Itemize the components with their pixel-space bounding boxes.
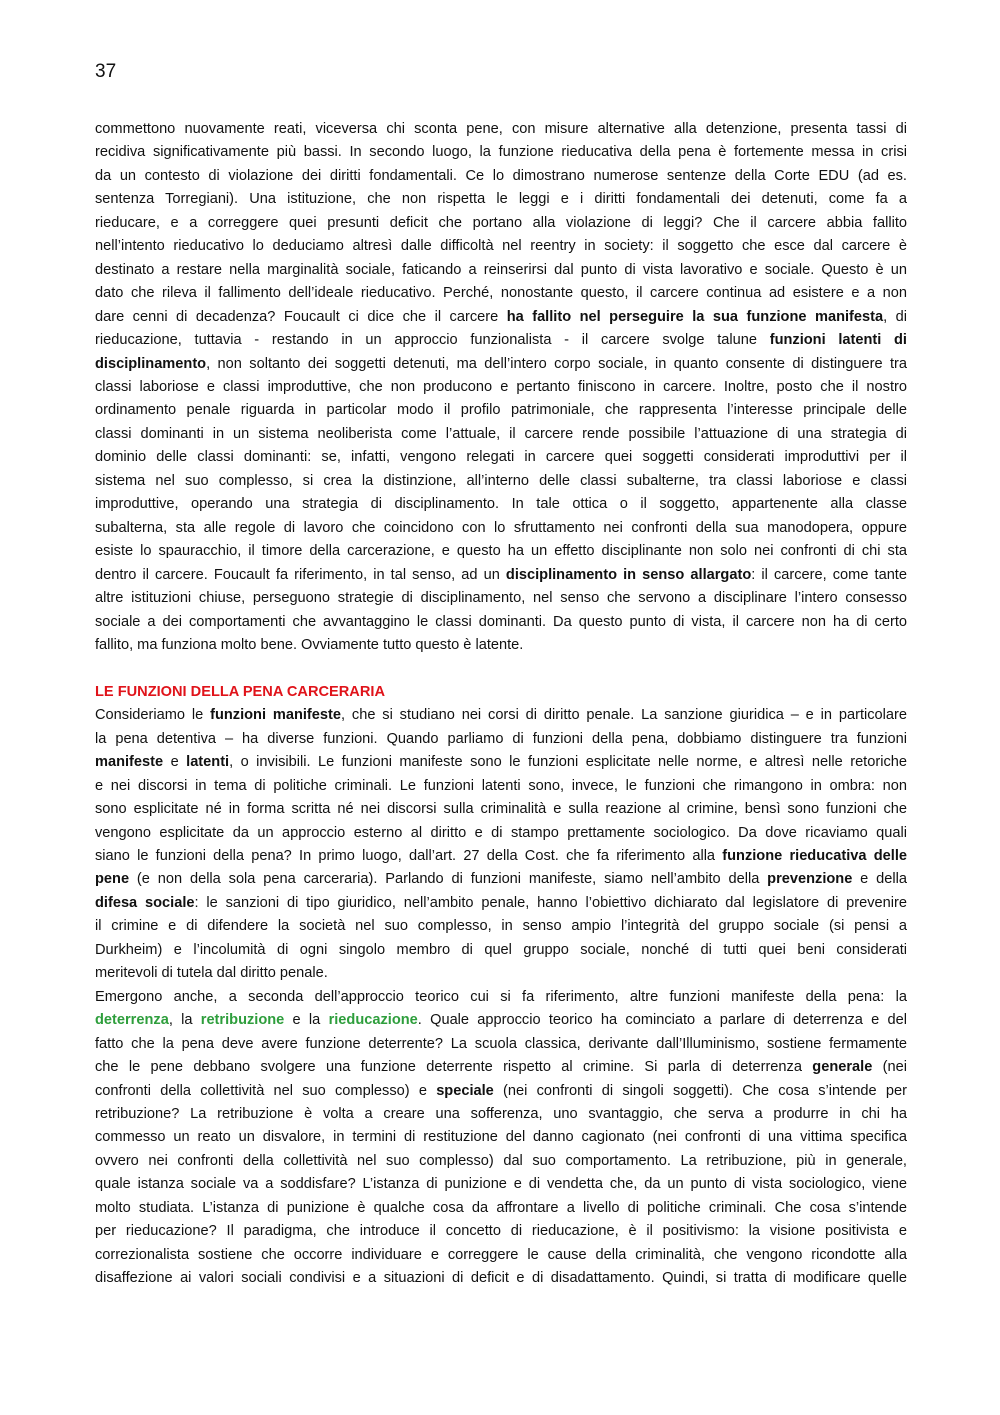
text-line: il crimine e di difendere la società nel suo complesso, in senso ampio l’integrità del gruppo sociale (si pensi a: [95, 918, 907, 935]
text-line: classi laboriose e classi improduttive, che non producono e pertanto finiscono in carcere. Inoltre, posto che il nostro: [95, 378, 907, 395]
text-line: sentenza Torregiani). Una istituzione, che non rispetta le leggi e i diritti fondamentali dei detenuti, come fa a: [95, 191, 907, 208]
document-body: [95, 118, 907, 1291]
text-line: ovvero nei confronti della collettività nel suo complesso) dal suo comportamento. La retribuzione, più in generale,: [95, 1152, 907, 1169]
text-line: disaffezione ai valori sociali condivisi e a situazioni di deficit e di disadattamento. Quindi, si tratta di modificare quelle: [95, 1270, 907, 1287]
paragraph-1: [95, 118, 907, 657]
text-line: nell’intento rieducativo lo deduciamo altresì dalle difficoltà nel reentry in society: il soggetto che esce dal carcere è: [95, 238, 907, 255]
bold-phrase: generale: [812, 1059, 873, 1076]
text-line: sistema nel suo complesso, si crea la distinzione, all’interno delle classi subalterne, tra classi laboriose e classi: [95, 472, 907, 489]
text-line: che le pene debbano svolgere una funzione deterrente rispetto al crimine. Si parla di deterrenza generale (nei: [95, 1059, 907, 1076]
bold-phrase: funzioni latenti di: [769, 332, 907, 349]
text-line: dato che rileva il fallimento dell’ideale rieducativo. Perché, nonostante questo, il carcere continua ad esistere e a non: [95, 285, 907, 302]
text-line: recidiva significativamente più bassi. In secondo luogo, la funzione rieducativa della pena è fortemente messa in crisi: [95, 144, 907, 161]
text-line: ordinamento penale riguarda in particolar modo il profilo patrimoniale, che rappresenta l’interesse principale delle: [95, 402, 907, 419]
bold-phrase: disciplinamento: [95, 355, 207, 372]
text-line: dentro il carcere. Foucault fa riferimento, in tal senso, ad un disciplinamento in senso allargato: il carcere, come tante: [95, 566, 907, 583]
bold-phrase: difesa sociale: [95, 894, 195, 911]
text-line: la pena detentiva – ha diverse funzioni. Quando parliamo di funzioni della pena, dobbiamo distinguere tra funzioni: [95, 730, 907, 747]
text-line: subalterna, sta alle regole di lavoro che coincidono con lo sfruttamento nei confronti della sua manodopera, oppure: [95, 519, 907, 536]
bold-phrase: ha fallito nel perseguire la sua funzione manifesta: [506, 308, 884, 325]
text-line: Durkheim) e l’incolumità di ogni singolo membro di quel gruppo sociale, nonché di tutti quei beni considerati: [95, 941, 907, 958]
text-line: da un contesto di violazione dei diritti fondamentali. Ce lo dimostrano numerose sentenze della Corte EDU (ad es.: [95, 167, 907, 184]
text-line: molto studiata. L’istanza di punizione è qualche cosa da affrontare a livello di politiche criminali. Che cosa s’intende: [95, 1199, 907, 1216]
text-line: destinato a restare nella marginalità sociale, faticando a reinserirsi dal punto di vista lavorativo e sociale. Questo è un: [95, 261, 907, 278]
highlight-term: deterrenza: [95, 1012, 169, 1029]
text-line: commettono nuovamente reati, viceversa chi sconta pene, con misure alternative alla detenzione, presenta tassi di: [95, 121, 907, 137]
text-line: quale istanza sociale va a soddisfare? L’istanza di punizione e di vendetta che, da un punto di vista sociologico, viene: [95, 1176, 907, 1193]
bold-phrase: pene: [95, 871, 130, 888]
text-line: deterrenza, la retribuzione e la rieducazione. Quale approccio teorico ha cominciato a parlare di deterrenza e del: [95, 1012, 908, 1029]
bold-phrase: manifeste: [95, 754, 164, 771]
text-line: dominio delle classi dominanti: se, infatti, vengono relegati in carcere quei soggetti considerati improduttivi per il: [95, 449, 907, 466]
text-line: pene (e non della sola pena carceraria). Parlando di funzioni manifeste, siamo nell’ambito della prevenzione e della: [95, 871, 907, 888]
text-line: improduttive, operando una strategia di disciplinamento. In tale ottica o il soggetto, appartenente alla classe: [95, 496, 907, 513]
text-line: siano le funzioni della pena? In primo luogo, dall’art. 27 della Cost. che fa riferimento alla funzione rieducativa delle: [95, 848, 907, 865]
text-line: sociale a dei comportamenti che avvantaggino le classi dominanti. Da questo punto di vista, il carcere non ha di certo: [95, 613, 907, 630]
text-line: esiste lo spauracchio, il timore della carcerazione, e questo ha un effetto disciplinante non solo nei confronti di chi sta: [95, 543, 907, 560]
paragraph-3: [95, 986, 907, 1291]
text-line: difesa sociale: le sanzioni di tipo giuridico, nell’ambito penale, hanno l’obiettivo dichiarato dal legislatore di prevenire: [95, 894, 907, 911]
text-line: disciplinamento, non soltanto dei soggetti detenuti, ma dell’intero corpo sociale, in quanto consente di distinguere tra: [95, 355, 907, 372]
text-line: per rieducazione? Il paradigma, che introduce il concetto di rieducazione, è il positivismo: la visione positivista e: [95, 1223, 907, 1240]
text-line: e nei discorsi in tema di politiche criminali. Le funzioni latenti sono, invece, le funzioni che rimangono in ombra: non: [95, 777, 907, 794]
paragraph-2: [95, 704, 907, 985]
text-line: retribuzione? La retribuzione è volta a creare una sofferenza, uno svantaggio, che serva a produrre in chi ha: [95, 1106, 907, 1123]
highlight-term: rieducazione: [328, 1012, 418, 1029]
text-line: rieducare, e a correggere quei presunti deficit che portano alla violazione di leggi? Che il carcere abbia fallito: [95, 214, 907, 231]
text-line: dare cenni di decadenza? Foucault ci dice che il carcere ha fallito nel perseguire la sua funzione manifesta, di: [95, 308, 908, 325]
section-heading: LE FUNZIONI DELLA PENA CARCERARIA: [95, 683, 385, 700]
bold-phrase: funzione rieducativa delle: [722, 848, 907, 865]
text-line: Emergono anche, a seconda dell’approccio teorico cui si fa riferimento, altre funzioni manifeste della pena: la: [95, 988, 907, 1005]
text-line: confronti della collettività nel suo complesso) e speciale (nei confronti di singoli soggetti). Che cosa s’intende per: [95, 1082, 907, 1099]
text-line: meritevoli di tutela dal diritto penale.: [95, 965, 328, 982]
text-line: sono esplicitate né in forma scritta né nei discorsi sulla criminalità e sulla reazione al crimine, bensì sono funzioni che: [95, 801, 907, 818]
text-line: fallito, ma funziona molto bene. Ovviamente tutto questo è latente.: [95, 636, 524, 653]
text-line: fatto che la pena deve avere funzione deterrente? La scuola classica, derivante dall’Illuminismo, sostiene fermamente: [95, 1035, 907, 1052]
text-line: manifeste e latenti, o invisibili. Le funzioni manifeste sono le funzioni esplicitate nelle norme, e altresì nelle retoriche: [95, 754, 907, 771]
text-line: altre istituzioni chiuse, perseguono strategie di disciplinamento, nel senso che servono a disciplinare l’intero consesso: [95, 590, 907, 607]
bold-phrase: latenti: [186, 754, 230, 771]
text-line: Consideriamo le funzioni manifeste, che si studiano nei corsi di diritto penale. La sanzione giuridica – e in particolare: [95, 707, 907, 724]
highlight-term: retribuzione: [200, 1012, 285, 1029]
text-line: correzionalista sostiene che occorre individuare e correggere le cause della criminalità, che vengono ricondotte alla: [95, 1246, 907, 1263]
bold-phrase: disciplinamento in senso allargato: [505, 566, 752, 583]
text-line: rieducazione, tuttavia - restando in un approccio funzionalista - il carcere svolge talune funzioni latenti di: [95, 332, 907, 349]
bold-phrase: prevenzione: [767, 871, 853, 888]
text-line: vengono esplicitate da un approccio esterno al diritto e di stampo prettamente sociologico. Da dove ricaviamo quali: [95, 824, 907, 841]
text-line: commesso un reato un disvalore, in termini di restituzione del danno cagionato (nei confronti di una vittima specifica: [95, 1129, 907, 1146]
text-line: classi dominanti in un sistema neoliberista come l’attuale, il carcere rende possibile l’attuazione di una strategia di: [95, 425, 907, 442]
bold-phrase: funzioni manifeste: [210, 707, 341, 724]
bold-phrase: speciale: [436, 1082, 494, 1099]
page-number: 37: [95, 61, 117, 82]
